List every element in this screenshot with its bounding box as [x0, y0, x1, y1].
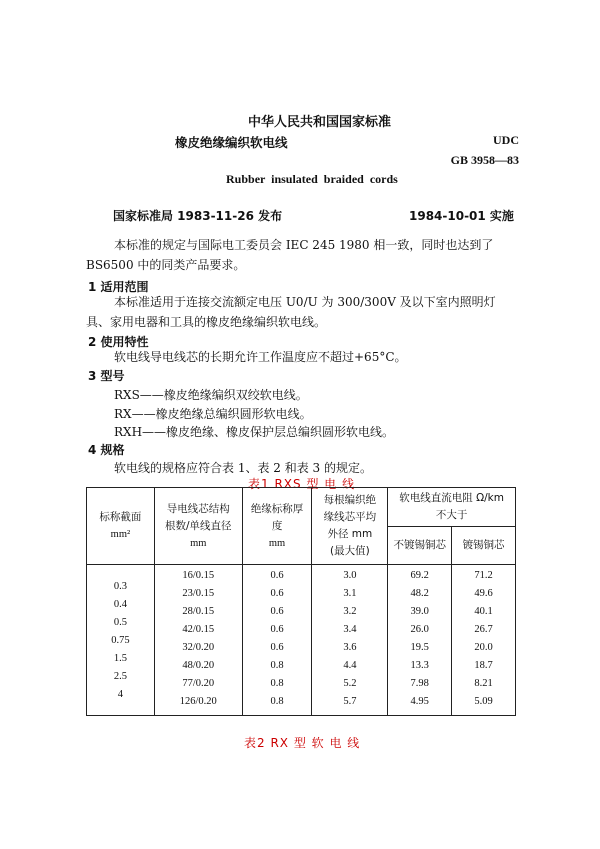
res-tin-cell: 26.7 — [474, 624, 493, 635]
model-rx: RX——橡皮绝缘总编织圆形软电线。 — [114, 407, 312, 421]
section-4-text: 软电线的规格应符合表 1、表 2 和表 3 的规定。 — [114, 461, 372, 475]
structure-cell: 32/0.20 — [182, 642, 215, 653]
header-insulation-thickness: 绝缘标称厚 度 mm — [242, 488, 312, 565]
section-cell: 0.5 — [113, 617, 127, 628]
section-cell: 2.5 — [113, 671, 127, 682]
structure-cell: 48/0.20 — [182, 660, 215, 671]
gb-number: GB 3958—83 — [450, 153, 519, 167]
res-tin-cell: 5.09 — [474, 696, 493, 707]
section-1-text: 本标准适用于连接交流额定电压 U0/U 为 300/300V 及以下室内照明灯具、家用电器和工具的橡皮绝缘编织软电线。 — [86, 295, 496, 329]
diameter-cell: 3.0 — [343, 570, 357, 581]
effective-date: 1984-10-01 实施 — [409, 209, 514, 223]
column-res-tin — [452, 565, 516, 716]
res-bare-cell: 48.2 — [410, 588, 429, 599]
structure-cell: 42/0.15 — [182, 624, 215, 635]
res-tin-cell: 40.1 — [474, 606, 493, 617]
section-cell: 0.4 — [113, 599, 127, 610]
res-tin-cell: 20.0 — [474, 642, 493, 653]
diameter-cell: 4.4 — [343, 660, 357, 671]
header-outer-diameter: 每根编织绝 缘线芯平均 外径 mm (最大值) — [312, 488, 388, 565]
product-title: 橡皮绝缘编织软电线 — [175, 135, 288, 150]
intro-paragraph: 本标准的规定与国际电工委员会 IEC 245 1980 相一致，同时也达到了 BS6500 中的同类产品要求。 — [86, 238, 494, 272]
res-tin-cell: 8.21 — [474, 678, 493, 689]
structure-cell: 28/0.15 — [182, 606, 215, 617]
res-bare-cell: 26.0 — [410, 624, 429, 635]
res-bare-cell: 39.0 — [410, 606, 429, 617]
header-tinned-copper: 镀锡铜芯 — [452, 527, 516, 565]
header-nominal-section: 标称截面 mm² — [87, 488, 155, 565]
model-rxs: RXS——橡皮绝缘编织双绞软电线。 — [114, 388, 308, 402]
diameter-cell: 5.2 — [343, 678, 357, 689]
structure-cell: 77/0.20 — [182, 678, 215, 689]
header-dc-resistance: 软电线直流电阻 Ω/km 不大于 — [388, 488, 516, 527]
thickness-cell: 0.8 — [270, 678, 284, 689]
column-thickness — [242, 565, 312, 716]
res-tin-cell: 49.6 — [474, 588, 493, 599]
column-diameter — [312, 565, 388, 716]
thickness-cell: 0.8 — [270, 696, 284, 707]
thickness-cell: 0.6 — [270, 570, 284, 581]
thickness-cell: 0.8 — [270, 660, 284, 671]
section-cell: 0.75 — [111, 635, 130, 646]
res-bare-cell: 4.95 — [410, 696, 429, 707]
res-bare-cell: 19.5 — [410, 642, 429, 653]
table1-caption: 表1 RXS 型 电 线 — [248, 477, 356, 491]
section-4-title: 4 规格 — [88, 443, 125, 457]
section-2-title: 2 使用特性 — [88, 335, 149, 349]
diameter-cell: 3.4 — [343, 624, 357, 635]
column-structure — [154, 565, 242, 716]
udc-label: UDC — [493, 133, 519, 147]
res-bare-cell: 13.3 — [410, 660, 429, 671]
model-rxh: RXH——橡皮绝缘、橡皮保护层总编织圆形软电线。 — [114, 425, 395, 439]
structure-cell: 16/0.15 — [182, 570, 215, 581]
header-bare-copper: 不镀锡铜芯 — [388, 527, 452, 565]
english-title: Rubber insulated braided cords — [226, 172, 398, 186]
column-res-bare — [388, 565, 452, 716]
diameter-cell: 3.2 — [343, 606, 357, 617]
diameter-cell: 3.6 — [343, 642, 357, 653]
section-3-title: 3 型号 — [88, 369, 125, 383]
res-tin-cell: 71.2 — [474, 570, 493, 581]
section-cell: 0.3 — [113, 581, 127, 592]
diameter-cell: 3.1 — [343, 588, 357, 599]
section-cell: 4 — [117, 689, 124, 700]
res-tin-cell: 18.7 — [474, 660, 493, 671]
diameter-cell: 5.7 — [343, 696, 357, 707]
table2-caption: 表2 RX 型 软 电 线 — [244, 736, 361, 750]
section-cell: 1.5 — [113, 653, 127, 664]
table1 — [86, 487, 516, 716]
thickness-cell: 0.6 — [270, 642, 284, 653]
thickness-cell: 0.6 — [270, 606, 284, 617]
column-sections — [87, 565, 155, 716]
issue-info: 国家标准局 1983-11-26 发布 — [113, 209, 283, 223]
section-1-title: 1 适用范围 — [88, 280, 149, 294]
header-conductor-structure: 导电线芯结构 根数/单线直径 mm — [154, 488, 242, 565]
thickness-cell: 0.6 — [270, 624, 284, 635]
structure-cell: 126/0.20 — [179, 696, 217, 707]
structure-cell: 23/0.15 — [182, 588, 215, 599]
section-2-text: 软电线导电线芯的长期允许工作温度应不超过+65°C。 — [114, 350, 407, 364]
res-bare-cell: 69.2 — [410, 570, 429, 581]
standard-title: 中华人民共和国国家标准 — [248, 115, 392, 130]
thickness-cell: 0.6 — [270, 588, 284, 599]
res-bare-cell: 7.98 — [410, 678, 429, 689]
